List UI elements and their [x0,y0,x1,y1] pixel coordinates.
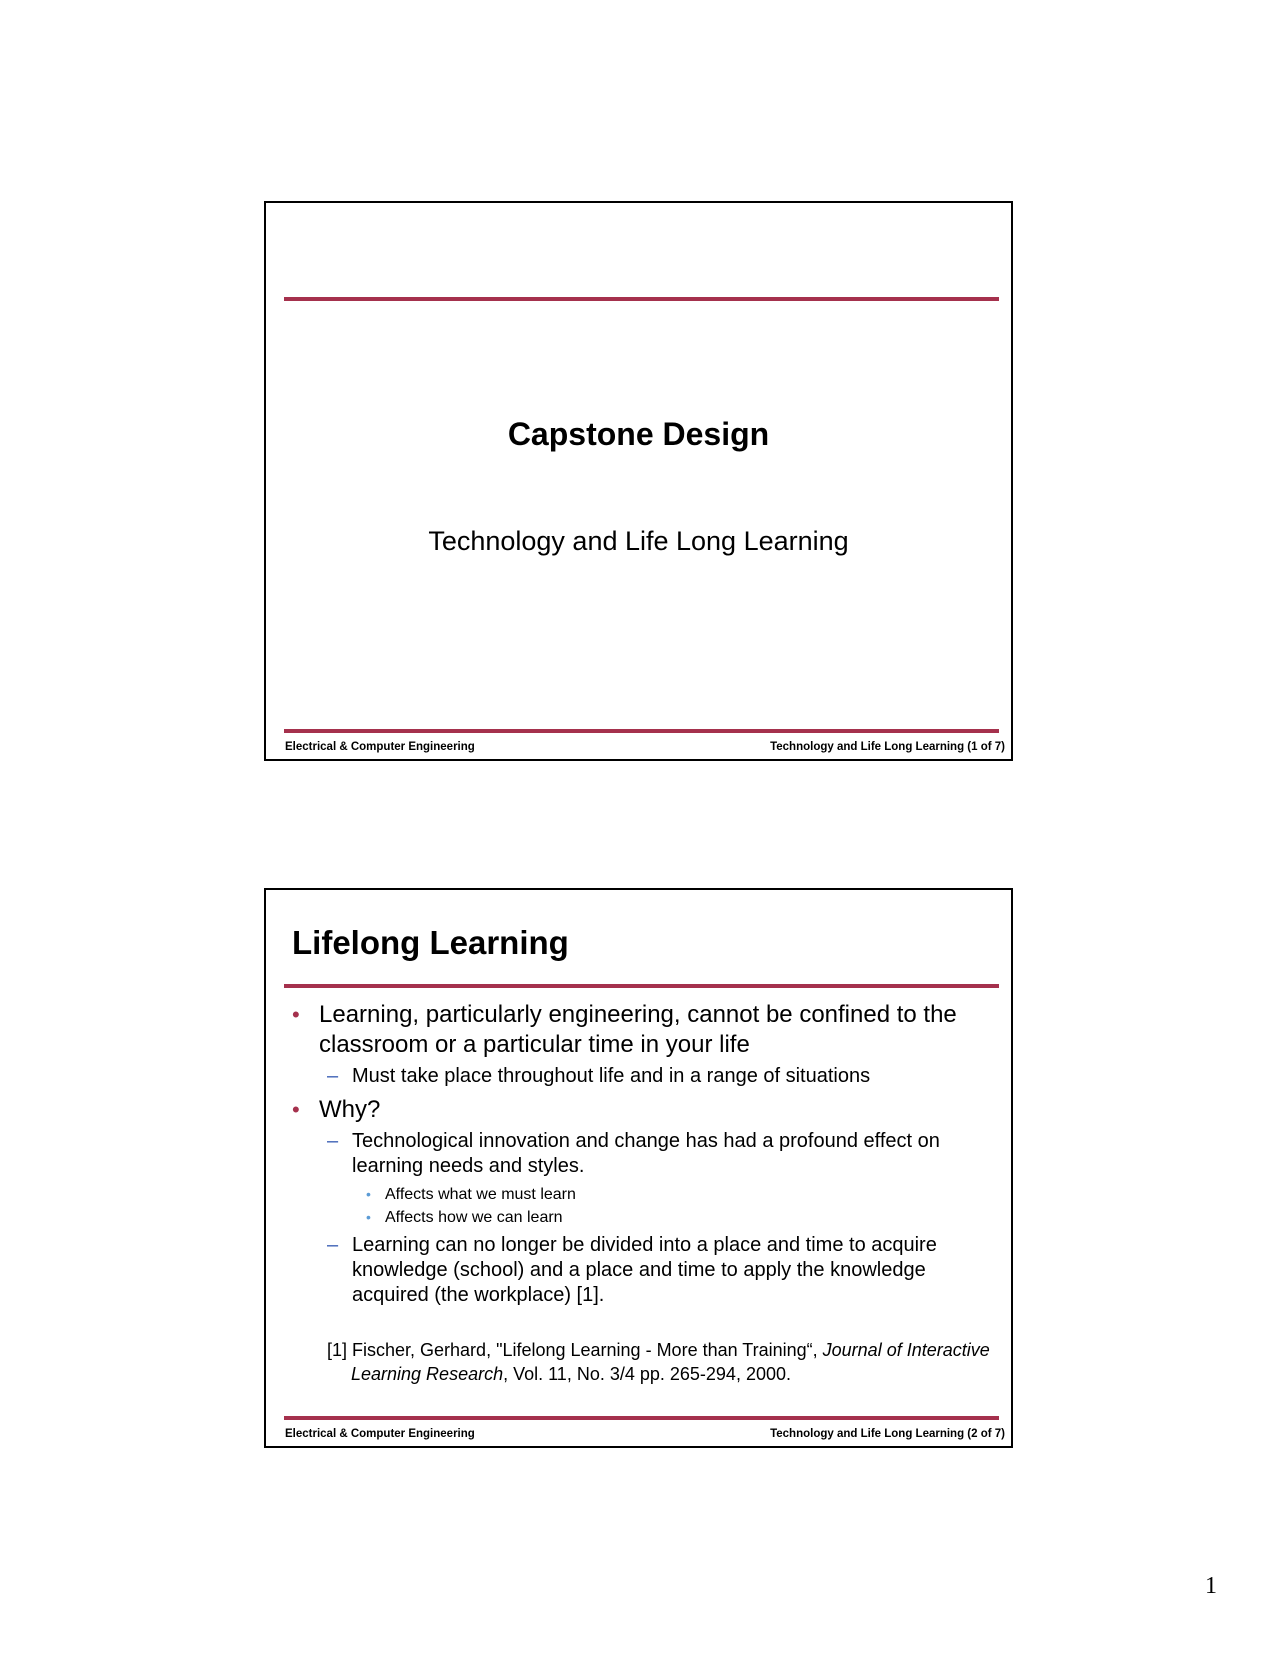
en-dash-icon: – [327,1065,339,1087]
footer-rule [284,1416,999,1420]
slide-1 [264,201,1013,761]
reference-journal: Journal of Interactive Learning Research [351,1340,990,1384]
slide-1-footer-left: Electrical & Computer Engineering [285,741,475,753]
sub-sub-bullet-text: Affects what we must learn [385,1186,576,1203]
reference-citation [327,1338,991,1386]
bullet-item [286,1000,997,1060]
slide-2-footer-right: Technology and Life Long Learning (2 of 7) [770,1428,1005,1440]
en-dash-icon: – [327,1130,339,1152]
sub-bullet-item [286,1064,997,1089]
sub-sub-bullet-item [286,1183,997,1206]
sub-sub-bullet-text: Affects how we can learn [385,1209,563,1226]
reference-prefix: [1] Fischer, Gerhard, "Lifelong Learning - More than Training“, [327,1340,823,1360]
bullet-text: Learning, particularly engineering, cannot be confined to the classroom or a particular time in your life [319,1001,957,1058]
footer-rule [284,729,999,733]
small-bullet-dot-icon: • [366,1186,371,1202]
bullet-text: Why? [319,1096,381,1123]
reference-suffix: , Vol. 11, No. 3/4 pp. 265-294, 2000. [503,1364,791,1384]
sub-bullet-text: Learning can no longer be divided into a place and time to acquire knowledge (school) and a place and time to apply the knowledge acquired (the workplace) [1]. [352,1234,937,1306]
bullet-dot-icon: • [292,1002,300,1027]
sub-bullet-text: Must take place throughout life and in a range of situations [352,1065,871,1087]
slide-1-subtitle: Technology and Life Long Learning [428,526,849,556]
slide-2-footer-left: Electrical & Computer Engineering [285,1428,475,1440]
slide-2-title: Lifelong Learning [292,924,569,961]
sub-sub-bullet-item [286,1206,997,1229]
page-number: 1 [1205,1573,1217,1599]
title-rule [284,984,999,988]
small-bullet-dot-icon: • [366,1209,371,1225]
slide-1-title: Capstone Design [507,416,770,452]
title-rule [284,297,999,301]
bullet-list [286,1000,997,1312]
sub-bullet-item [286,1129,997,1179]
en-dash-icon: – [327,1234,339,1256]
sub-bullet-text: Technological innovation and change has had a profound effect on learning needs and styles. [352,1130,940,1177]
bullet-item [286,1095,997,1125]
bullet-dot-icon: • [292,1097,300,1122]
slide-2 [264,888,1013,1448]
slide-1-footer-right: Technology and Life Long Learning (1 of 7) [770,741,1005,753]
sub-bullet-item [286,1233,997,1308]
